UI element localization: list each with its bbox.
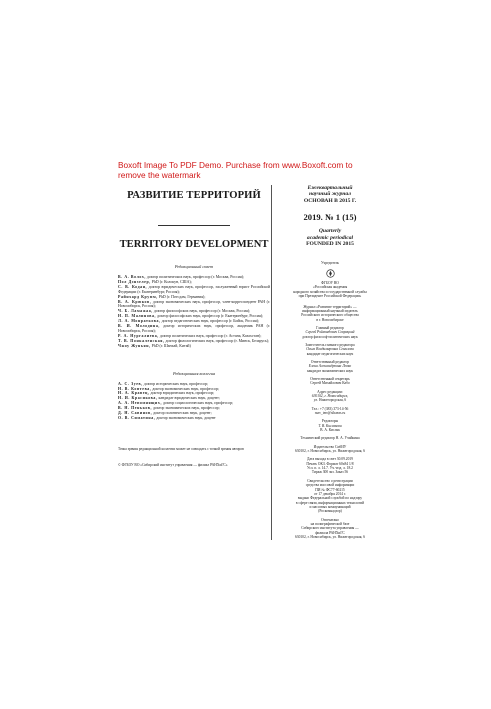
staff-line: Тел.: +7 (383) 373-14-56: [311, 406, 349, 411]
journal-type-ru-2: научный журнал: [308, 191, 352, 198]
member-name: С. В. Кодан,: [118, 284, 148, 289]
left-column: [118, 185, 270, 468]
member-desc: PhD (г. Потсдам, Германия);: [158, 294, 206, 299]
staff-line: от 17 декабря 2014 г.: [314, 491, 346, 496]
staff-line: Сергей Рэймондович Соврацкий: [305, 330, 355, 335]
journal-title-ru: РАЗВИТИЕ ТЕРРИТОРИЙ: [127, 190, 261, 201]
staff-line: доктор философ-политических наук: [302, 334, 358, 339]
copyright-line: © ФГБОУ ВО «Сибирский институт управления — филиал РАНХиГС»: [118, 463, 228, 468]
member-name: Н. А. Кравец,: [118, 391, 150, 396]
staff-line: кандидат педагогических наук: [306, 351, 354, 356]
staff-line: филиала РАНХиГС: [315, 530, 345, 535]
founder-line: народного хозяйства и государственной службы: [293, 289, 367, 294]
staff-line: кандидат экономических наук: [307, 368, 353, 373]
staff-title: Ответственный редактор: [310, 359, 350, 364]
staff-line: Т. В. Кислякова: [318, 423, 342, 428]
staff-block: [275, 407, 385, 416]
member-name: Ч. Б. Ламажаа,: [118, 309, 153, 314]
editorial-team-list: [118, 382, 270, 421]
staff-line: в сфере связи, информационных технологий: [295, 500, 365, 505]
member-desc: доктор социологических наук, профессор;: [163, 401, 234, 406]
member-desc: доктор философских наук, профессор (г. Екатеринбург, Россия);: [157, 314, 264, 319]
staff-title: Главный редактор: [316, 325, 344, 330]
staff-line: 630102, г. Новосибирск,: [311, 394, 349, 398]
column-divider: [271, 185, 272, 540]
member-name: А. С. Зуев,: [118, 381, 143, 386]
member-name: В. Н. Пеньков,: [118, 406, 153, 411]
demo-watermark: Boxoft Image To PDF Demo. Purchase from www.Boxoft.com to remove the watermark: [118, 160, 353, 180]
editorial-team-heading: Редакционная коллегия: [172, 370, 215, 376]
staff-line: ул. Нижегородская, 6: [313, 398, 347, 403]
member-desc: доктор юридических наук, профессор, заслуженный юрист Российской Федерации (г. Екатеринбург, Россия);: [118, 284, 270, 294]
member-desc: доктор исторических наук, профессор, академик РАН (г. Новосибирск, Россия);: [118, 324, 270, 333]
member-name: Л. А. Монраткова,: [118, 319, 161, 324]
member-desc: доктор политических наук, профессор (г. Москва, Россия);: [146, 275, 245, 279]
staff-list: [275, 305, 385, 540]
staff-line: 630102, г. Новосибирск, ул. Нижегородская, 6: [294, 449, 365, 454]
staff-line: Дата выхода в свет 30.09.2019: [307, 457, 353, 462]
staff-block: [275, 377, 385, 386]
staff-line: в г. Новосибирске: [316, 317, 344, 322]
staff-line: Российского исторического общества: [301, 313, 359, 318]
staff-line: и массовых коммуникаций: [309, 504, 351, 509]
member-row: [118, 416, 270, 421]
member-name: Н. В. Коптева,: [118, 386, 152, 391]
founder-title: Учредитель: [320, 261, 340, 266]
member-desc: доктор экономических наук, профессор;: [153, 406, 220, 411]
staff-line: Технический редактор Н. А. Учайкина: [300, 436, 360, 441]
member-name: Т. В. Понкаленская,: [118, 338, 165, 343]
staff-block: [275, 305, 385, 322]
member-name: Пол Дэнзелер,: [118, 279, 151, 284]
journal-type-en-1: Quarterly: [318, 228, 342, 235]
member-name: Н. И. Красикова,: [118, 396, 158, 401]
staff-line: 630102, г. Новосибирск, ул. Нижегородская, 6: [294, 534, 365, 539]
title-divider: [158, 225, 230, 226]
staff-line: (Роскомнадзор): [318, 509, 342, 514]
member-desc: доктор философских наук, профессор (г. Москва, Россия);: [153, 309, 251, 314]
staff-line: информационный научный издатель: [302, 308, 358, 313]
member-desc: PhD (г. Шанхай, Китай): [151, 343, 191, 348]
member-name: В. А. Крюков,: [118, 299, 152, 304]
emblem-icon: [326, 269, 335, 278]
staff-block: [275, 479, 385, 514]
staff-line: Ольга Владимировна Семилова: [306, 347, 354, 352]
staff-block: [275, 457, 385, 474]
member-desc: кандидат юридических наук, доцент;: [158, 396, 220, 401]
staff-line: Отпечатано: [321, 517, 339, 522]
member-name: О. В. Симатина,: [118, 415, 156, 420]
member-row: [118, 324, 270, 334]
right-column: [275, 185, 385, 543]
journal-type-en-2: academic periodical: [306, 234, 354, 241]
staff-block: [275, 390, 385, 403]
staff-title: Ответственный секретарь: [310, 376, 350, 381]
staff-line: Сибирского института управления —: [301, 526, 359, 531]
staff-block: [275, 445, 385, 454]
member-name: В. А. Волох,: [118, 275, 146, 279]
member-desc: доктор педагогических наук, профессор (г. Бийск, Россия);: [161, 319, 260, 324]
staff-line: средства массовой информации: [305, 483, 355, 488]
journal-title-en: TERRITORY DEVELOPMENT: [119, 239, 269, 250]
member-desc: PhD (г. Колокун, США);: [151, 279, 192, 284]
member-row: [118, 300, 270, 310]
member-name: Р. А. Нургалиева,: [118, 333, 159, 338]
staff-line: Тираж 300 экз. Заказ 56: [311, 470, 349, 475]
founded-en: FOUNDED IN 2015: [306, 241, 354, 248]
member-desc: доктор юридических наук, профессор;: [150, 391, 215, 396]
member-row: [118, 344, 270, 349]
staff-block: [275, 326, 385, 339]
founder-block: [275, 261, 385, 298]
member-desc: доктор экономических наук, профессор, член-корреспондент РАН (г. Новосибирск, Россия);: [118, 299, 271, 309]
staff-line: ПИ № ФС77-60215: [315, 487, 345, 492]
member-row: [118, 285, 270, 295]
founder-line: «Российская академия: [312, 285, 348, 290]
staff-block: [275, 360, 385, 373]
member-name: Д. Н. Савинов,: [118, 411, 153, 416]
disclaimer-note: Точка зрения редакционной коллегии может не совпадать с точкой зрения авторов: [118, 446, 244, 451]
member-desc: доктор политических наук, профессор (г. Астана, Казахстан);: [159, 333, 262, 338]
staff-title: Редакторы: [321, 419, 339, 424]
staff-line: Усл. п. л. 14.7. Уч.-изд. л. 18.2: [307, 466, 353, 471]
member-name: Чжоу Жуньян,: [118, 343, 151, 348]
journal-type-ru-1: Ежеквартальный: [307, 185, 353, 191]
staff-block: [275, 436, 385, 440]
staff-block: [275, 343, 385, 356]
staff-line: Свидетельство о регистрации: [307, 478, 353, 483]
member-desc: доктор политических наук, доцент;: [153, 411, 212, 416]
staff-line: В. А. Кисляк: [320, 428, 340, 433]
member-name: Н. П. Малинова,: [118, 314, 157, 319]
staff-title: Адрес редакции:: [317, 389, 343, 394]
member-name: А. А. Непомнящих,: [118, 401, 163, 406]
staff-line: Сергей Михайлович Кабо: [310, 381, 350, 386]
staff-block: [275, 419, 385, 432]
staff-line: выдано Федеральной службой по надзору: [297, 496, 363, 501]
staff-line: Печать ОКЗ. Формат 60х84 1/8: [306, 461, 354, 466]
staff-line: razv_terr@sibaeas.ru: [314, 411, 346, 416]
editorial-board-heading: Редакционный совет: [174, 264, 214, 269]
member-desc: доктор филологических наук, профессор (г. Минск, Беларусь);: [165, 338, 270, 343]
member-desc: доктор исторических наук, профессор;: [143, 381, 209, 386]
issue-number: 2019. № 1 (15): [303, 212, 357, 223]
member-name: В. И. Молодина,: [118, 324, 160, 329]
member-desc: доктор экономических наук, профессор;: [152, 386, 219, 391]
founder-line: при Президенте Российской Федерации»: [298, 294, 362, 299]
founder-line: ФГБОУ ВО: [321, 281, 339, 286]
staff-line: на полиграфической базе: [310, 521, 350, 526]
founded-ru: ОСНОВАН В 2015 Г.: [303, 197, 357, 204]
staff-line: Журнал «Развитие территорий» —: [303, 304, 357, 309]
staff-title: Заместитель главного редактора: [305, 342, 355, 347]
staff-title: Издательство СибИУ: [313, 444, 347, 449]
member-desc: доктор экономических наук, доцент: [156, 415, 216, 420]
staff-block: [275, 518, 385, 540]
member-name: Райнхард Крумм,: [118, 294, 158, 299]
editorial-board-list: [118, 275, 270, 349]
staff-line: Елена Александровна Левко: [308, 364, 352, 369]
